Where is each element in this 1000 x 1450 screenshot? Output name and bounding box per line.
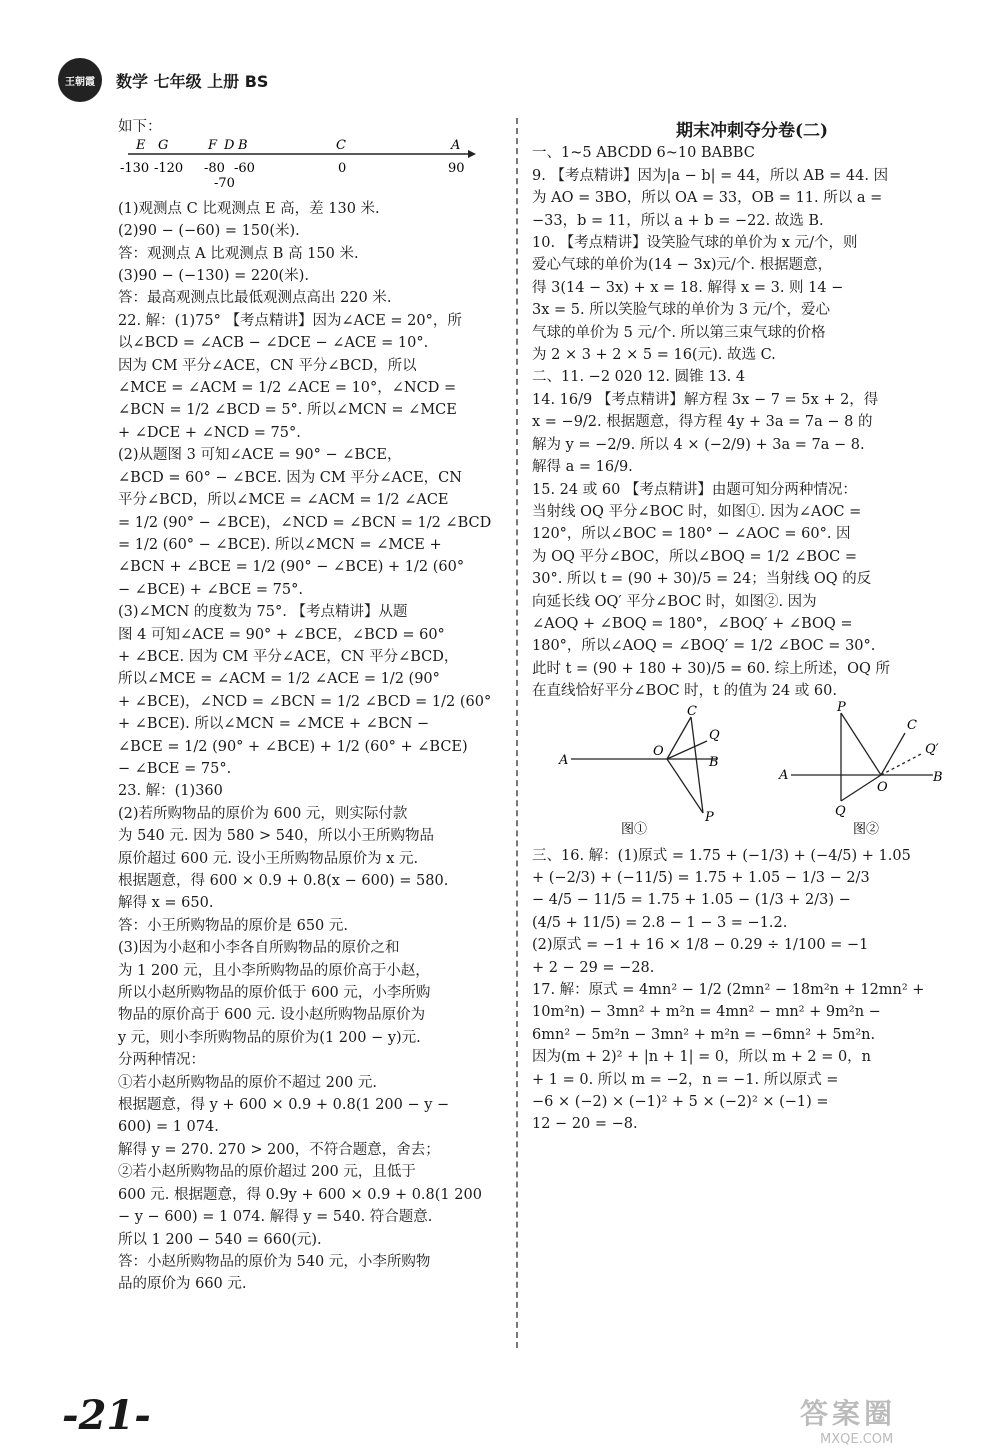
text-line: ∠AOQ + ∠BOQ = 180°，∠BOQ′ + ∠BOQ =	[532, 615, 853, 632]
nl-label-e: E	[136, 138, 146, 154]
right-column	[532, 120, 972, 1136]
text-line: 图 4 可知∠ACE = 90° + ∠BCE，∠BCD = 60°	[118, 626, 445, 643]
text-line: 向延长线 OQ′ 平分∠BOC 时，如图②. 因为	[532, 593, 817, 610]
text-line: (3)∠MCN 的度数为 75°. 【考点精讲】从题	[118, 604, 408, 621]
figure-row	[532, 699, 972, 839]
svg-text:Q: Q	[709, 727, 720, 743]
text-line: 23. 解：(1)360	[118, 783, 223, 800]
text-line: 15. 24 或 60 【考点精讲】由题可知分两种情况：	[532, 481, 857, 498]
text-line: − 4/5 − 11/5 = 1.75 + 1.05 − (1/3 + 2/3) −	[532, 892, 851, 909]
text-line: 分两种情况：	[118, 1052, 205, 1069]
text-line: 平分∠BCD，所以∠MCE = ∠ACM = 1/2 ∠ACE	[118, 492, 449, 509]
text-line: 所以∠MCE = ∠ACM = 1/2 ∠ACE = 1/2 (90°	[118, 671, 440, 688]
watermark-logo: 答案圈	[800, 1397, 897, 1430]
text-line: + ∠BCE)，∠NCD = ∠BCN = 1/2 ∠BCD = 1/2 (60°	[118, 693, 492, 710]
svg-text:C: C	[687, 703, 697, 719]
text-line: (4/5 + 11/5) = 2.8 − 1 − 3 = −1.2.	[532, 914, 788, 931]
text-line: 解得 y = 270. 270 > 200，不符合题意，舍去；	[118, 1141, 440, 1158]
section-title: 期末冲刺夺分卷(二)	[675, 121, 829, 141]
nl-label-f: F	[208, 138, 218, 154]
text-line: 为 540 元. 因为 580 > 540，所以小王所购物品	[118, 828, 434, 845]
text-line: 三、16. 解：(1)原式 = 1.75 + (−1/3) + (−4/5) + 1.05	[532, 847, 911, 864]
text-line: 为 OQ 平分∠BOC，所以∠BOQ = 1/2 ∠BOC =	[532, 548, 858, 565]
text-line: (2)若所购物品的原价为 600 元，则实际付款	[118, 805, 408, 822]
text-line: 10m²n) − 3mn² + m²n = 4mn² − mn² + 9m²n −	[532, 1004, 881, 1021]
text-line: (2)原式 = −1 + 16 × 1/8 − 0.29 ÷ 1/100 = −1	[532, 937, 869, 954]
text-line: + ∠BCE. 因为 CM 平分∠ACE，CN 平分∠BCD，	[118, 648, 459, 665]
text-line: (3)90 − (−130) = 220(米).	[118, 268, 309, 285]
watermark-url: MXQE.COM	[820, 1432, 894, 1447]
nl-tick-90: 90	[448, 161, 465, 177]
text-line: 一、1~5 ABCDD 6~10 BABBC	[532, 145, 755, 162]
text-line: 14. 16/9 【考点精讲】解方程 3x − 7 = 5x + 2，得	[532, 391, 879, 408]
nl-tick-0: 0	[338, 161, 347, 177]
text-line: 3x = 5. 所以笑脸气球的单价为 3 元/个，爱心	[532, 302, 831, 319]
text-line: ∠BCN + ∠BCE = 1/2 (90° − ∠BCE) + 1/2 (60°	[118, 559, 465, 576]
text-line: 所以 1 200 − 540 = 660(元).	[118, 1231, 322, 1248]
text-line: 以∠BCD = ∠ACB − ∠DCE − ∠ACE = 10°.	[118, 335, 429, 352]
text-line: 解得 a = 16/9.	[532, 459, 633, 476]
svg-text:O: O	[653, 743, 664, 759]
svg-text:B: B	[933, 769, 943, 785]
column-divider	[516, 118, 518, 1348]
nl-tick--130: -130	[120, 161, 150, 177]
nl-label-c: C	[336, 138, 346, 154]
text-line: 当射线 OQ 平分∠BOC 时，如图①. 因为∠AOC =	[532, 503, 862, 520]
text-line: 600) = 1 074.	[118, 1119, 219, 1136]
text-line: 因为 CM 平分∠ACE，CN 平分∠BCD，所以	[118, 357, 417, 374]
text-line: (2)从题图 3 可知∠ACE = 90° − ∠BCE，	[118, 447, 402, 464]
text-line: −33，b = 11，所以 a + b = −22. 故选 B.	[532, 212, 824, 229]
text-line: 气球的单价为 5 元/个. 所以第三束气球的价格	[532, 324, 826, 341]
svg-text:Q: Q	[835, 803, 846, 819]
text-line: 22. 解：(1)75° 【考点精讲】因为∠ACE = 20°，所	[118, 312, 462, 329]
text-line: x = −9/2. 根据题意，得方程 4y + 3a = 7a − 8 的	[532, 414, 873, 431]
nl-tick--80: -80	[204, 161, 225, 177]
text-line: 爱心气球的单价为(14 − 3x)元/个. 根据题意，	[532, 257, 833, 274]
text-line: 180°，所以∠AOQ = ∠BOQ′ = 1/2 ∠BOC = 30°.	[532, 638, 876, 655]
text-line: 答：小王所购物品的原价是 650 元.	[118, 917, 349, 934]
text-line: 如下：	[118, 119, 162, 135]
text-line: ∠BCD = 60° − ∠BCE. 因为 CM 平分∠ACE，CN	[118, 469, 462, 486]
text-line: 所以小赵所购物品的原价低于 600 元，小李所购	[118, 985, 431, 1002]
text-line: 解为 y = −2/9. 所以 4 × (−2/9) + 3a = 7a − 8.	[532, 436, 865, 453]
text-line: + 1 = 0. 所以 m = −2，n = −1. 所以原式 =	[532, 1071, 839, 1088]
text-line: 原价超过 600 元. 设小王所购物品原价为 x 元.	[118, 850, 419, 867]
text-line: 根据题意，得 600 × 0.9 + 0.8(x − 600) = 580.	[118, 873, 449, 889]
left-column	[118, 116, 508, 1296]
svg-text:O: O	[877, 779, 888, 795]
nl-label-a: A	[451, 138, 461, 154]
text-line: 此时 t = (90 + 180 + 30)/5 = 60. 综上所述，OQ 所	[532, 660, 890, 677]
text-line: 得 3(14 − 3x) + x = 18. 解得 x = 3. 则 14 −	[532, 279, 844, 296]
text-line: 物品的原价高于 600 元. 设小赵所购物品原价为	[118, 1007, 426, 1024]
text-line: − ∠BCE = 75°.	[118, 760, 232, 777]
text-line: ∠MCE = ∠ACM = 1/2 ∠ACE = 10°，∠NCD =	[118, 380, 457, 397]
text-line: = 1/2 (90° − ∠BCE)，∠NCD = ∠BCN = 1/2 ∠BCD	[118, 514, 492, 531]
figure-1-caption: 图①	[621, 821, 648, 837]
text-line: 600 元. 根据题意，得 0.9y + 600 × 0.9 + 0.8(1 200	[118, 1186, 482, 1203]
text-line: 品的原价为 660 元.	[118, 1276, 247, 1293]
text-line: 9. 【考点精讲】因为|a − b| = 44，所以 AB = 44. 因	[532, 167, 889, 184]
text-line: + ∠BCE). 所以∠MCN = ∠MCE + ∠BCN −	[118, 716, 430, 733]
figure-1	[557, 703, 727, 839]
svg-text:B: B	[709, 754, 719, 770]
text-line: y 元，则小李所购物品的原价为(1 200 − y)元.	[118, 1029, 421, 1046]
page-number: -21-	[62, 1392, 151, 1439]
text-line: ①若小赵所购物品的原价不超过 200 元.	[118, 1074, 378, 1091]
text-line: 答：观测点 A 比观测点 B 高 150 米.	[118, 245, 359, 262]
text-line: + (−2/3) + (−11/5) = 1.75 + 1.05 − 1/3 − 2/3	[532, 869, 870, 886]
text-line: + 2 − 29 = −28.	[532, 959, 655, 976]
nl-label-g: G	[158, 138, 169, 154]
nl-label-b: B	[238, 138, 248, 154]
text-line: ∠BCN = 1/2 ∠BCD = 5°. 所以∠MCN = ∠MCE	[118, 402, 457, 419]
text-line: 答：小赵所购物品的原价为 540 元，小李所购物	[118, 1253, 431, 1270]
svg-text:P: P	[837, 699, 846, 715]
text-line: (2)90 − (−60) = 150(米).	[118, 223, 300, 240]
text-line: 30°. 所以 t = (90 + 30)/5 = 24；当射线 OQ 的反	[532, 571, 872, 588]
text-line: 6mn² − 5m²n − 3mn² + m²n = −6mn² + 5m²n.	[532, 1026, 876, 1043]
text-line: 为 1 200 元，且小李所购物品的原价高于小赵，	[118, 962, 430, 979]
nl-tick--70: -70	[214, 176, 235, 192]
text-line: (1)观测点 C 比观测点 E 高，差 130 米.	[118, 200, 380, 217]
text-line: 因为(m + 2)² + |n + 1| = 0，所以 m + 2 = 0，n	[532, 1049, 872, 1066]
figure-2	[777, 699, 947, 839]
text-line: 二、11. −2 020 12. 圆锥 13. 4	[532, 369, 746, 386]
text-line: + ∠DCE + ∠NCD = 75°.	[118, 424, 301, 441]
publisher-logo: 王朝霞	[58, 58, 102, 102]
svg-text:Q′: Q′	[925, 741, 939, 757]
text-line: 10. 【考点精讲】设笑脸气球的单价为 x 元/个，则	[532, 235, 858, 252]
number-line-figure	[118, 138, 478, 190]
text-line: − y − 600) = 1 074. 解得 y = 540. 符合题意.	[118, 1209, 433, 1226]
figure-2-caption: 图②	[853, 821, 880, 837]
text-line: 为 AO = 3BO，所以 OA = 33，OB = 11. 所以 a =	[532, 190, 883, 207]
text-line: ②若小赵所购物品的原价超过 200 元，且低于	[118, 1164, 416, 1181]
text-line: 根据题意，得 y + 600 × 0.9 + 0.8(1 200 − y −	[118, 1097, 450, 1114]
text-line: −6 × (−2) × (−1)² + 5 × (−2)² × (−1) =	[532, 1094, 829, 1111]
book-title: 数学 七年级 上册 BS	[116, 71, 269, 91]
watermark	[800, 1392, 896, 1447]
text-line: = 1/2 (60° − ∠BCE). 所以∠MCN = ∠MCE +	[118, 536, 442, 553]
text-line: 17. 解：原式 = 4mn² − 1/2 (2mn² − 18m²n + 12mn² +	[532, 982, 925, 998]
svg-text:C: C	[907, 717, 917, 733]
nl-tick--120: -120	[154, 161, 184, 177]
svg-text:A: A	[779, 767, 789, 783]
text-line: ∠BCE = 1/2 (90° + ∠BCE) + 1/2 (60° + ∠BCE)	[118, 738, 468, 755]
text-line: 12 − 20 = −8.	[532, 1116, 638, 1133]
text-line: 解得 x = 650.	[118, 895, 214, 912]
text-line: 为 2 × 3 + 2 × 5 = 16(元). 故选 C.	[532, 347, 776, 364]
nl-tick--60: -60	[234, 161, 255, 177]
text-line: − ∠BCE) + ∠BCE = 75°.	[118, 581, 303, 598]
svg-text:A: A	[559, 752, 569, 768]
text-line: (3)因为小赵和小李各自所购物品的原价之和	[118, 940, 400, 957]
text-line: 答：最高观测点比最低观测点高出 220 米.	[118, 290, 392, 307]
svg-text:P: P	[705, 809, 714, 825]
text-line: 120°，所以∠BOC = 180° − ∠AOC = 60°. 因	[532, 526, 851, 543]
page-header	[58, 58, 268, 102]
text-line: 在直线恰好平分∠BOC 时，t 的值为 24 或 60.	[532, 683, 837, 700]
nl-label-d: D	[224, 138, 235, 154]
